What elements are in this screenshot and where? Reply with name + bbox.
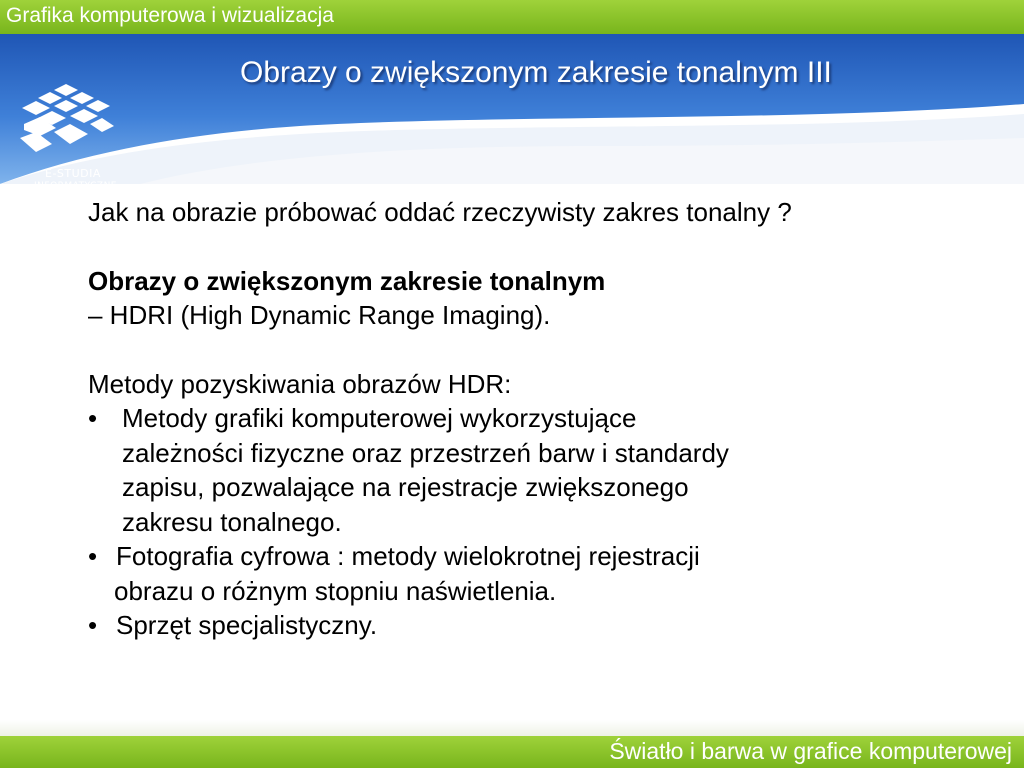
top-bar — [0, 0, 1024, 34]
logo-text-informatyczne: INFORMATYCZNE — [34, 181, 117, 191]
list-item-continuation: zależności fizyczne oraz przestrzeń barw i standardy — [122, 437, 729, 468]
hdri-definition: – HDRI (High Dynamic Range Imaging). — [88, 300, 551, 330]
list-item — [88, 539, 988, 574]
footer-fade — [0, 720, 1024, 736]
list-item-text: Fotografia cyfrowa : metody wielokrotnej rejestracji — [116, 541, 700, 571]
methods-intro: Metody pozyskiwania obrazów HDR: — [88, 368, 512, 399]
bullet-icon: • — [88, 610, 98, 640]
e-studia-logo-icon — [14, 72, 124, 172]
list-item-continuation: zapisu, pozwalające na rejestracje zwiększonego — [122, 472, 689, 502]
footer-title: Światło i barwa w grafice komputerowej — [609, 738, 1012, 764]
logo-text-estudia: E-STUDIA — [45, 167, 101, 180]
list-item-continuation: zakresu tonalnego. — [122, 506, 342, 537]
slide-body — [88, 195, 988, 643]
question-text: Jak na obrazie próbować oddać rzeczywisty zakres tonalny ? — [88, 197, 792, 227]
list-item-text: Metody grafiki komputerowej wykorzystujące — [122, 403, 637, 433]
list-item — [88, 401, 988, 436]
footer-bar — [0, 736, 1024, 768]
course-title: Grafika komputerowa i wizualizacja — [6, 4, 334, 27]
list-item-continuation: obrazu o różnym stopniu naświetlenia. — [114, 575, 557, 606]
list-item — [88, 608, 988, 643]
list-item-text: Sprzęt specjalistyczny. — [116, 610, 378, 640]
bullet-icon: • — [88, 403, 98, 433]
slide-title: Obrazy o zwiększonym zakresie tonalnym III — [240, 56, 832, 89]
hdr-heading: Obrazy o zwiększonym zakresie tonalnym — [88, 265, 606, 296]
bullet-icon: • — [88, 541, 98, 571]
